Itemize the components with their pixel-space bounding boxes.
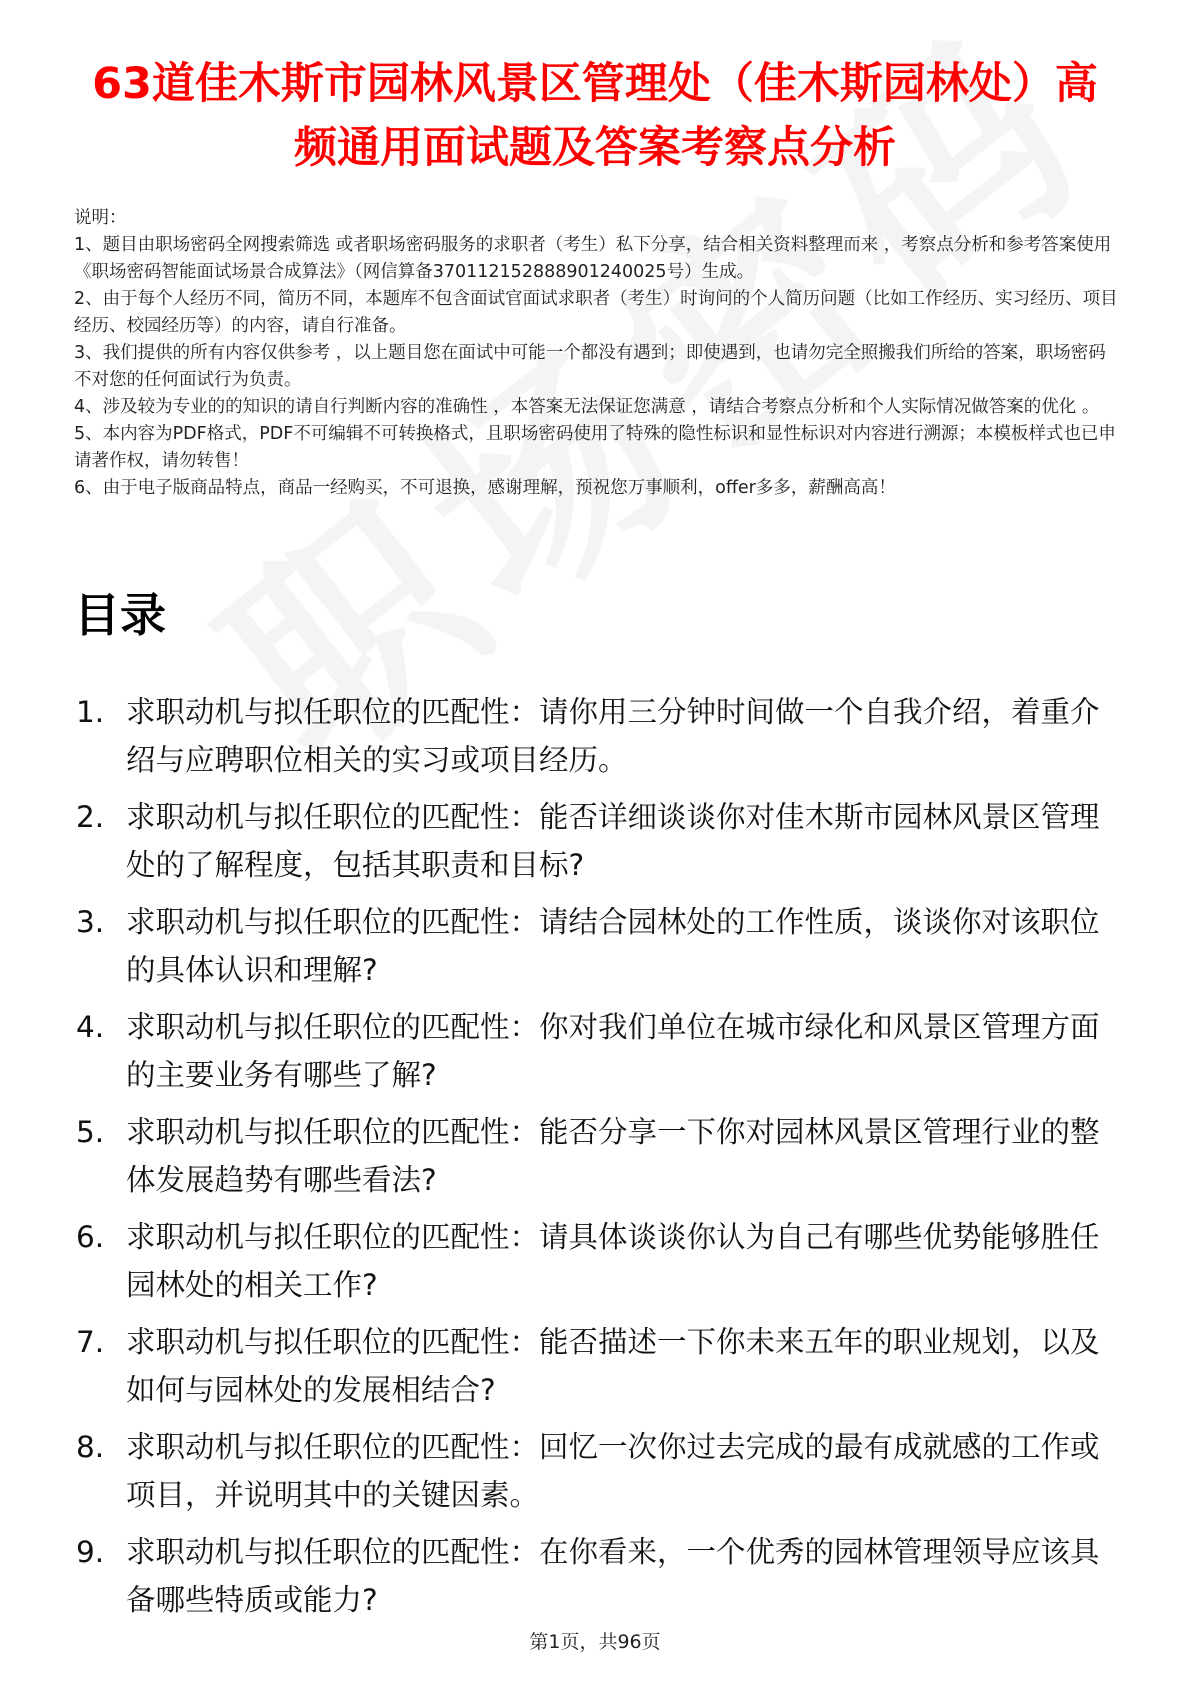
toc-item-number: 1.	[76, 695, 105, 729]
toc-item[interactable]	[74, 1003, 1120, 1099]
toc-item-number: 3.	[76, 905, 105, 939]
note-item: 4、涉及较为专业的的知识的请自行判断内容的准确性 ，本答案无法保证您满意 ，请结合考察点分析和个人实际情况做答案的优化 。	[74, 397, 1100, 417]
toc-item-text: 求职动机与拟任职位的匹配性：请你用三分钟时间做一个自我介绍，着重介绍与应聘职位相关的实习或项目经历。	[126, 695, 1100, 777]
page-footer: 第1页，共96页	[529, 1631, 661, 1653]
toc-item-text: 求职动机与拟任职位的匹配性：回忆一次你过去完成的最有成就感的工作或项目，并说明其中的关键因素。	[126, 1430, 1100, 1512]
toc-item-number: 7.	[76, 1325, 105, 1359]
toc-item-text: 求职动机与拟任职位的匹配性：能否详细谈谈你对佳木斯市园林风景区管理处的了解程度，包括其职责和目标?	[126, 800, 1100, 882]
toc-item[interactable]	[74, 793, 1120, 889]
notes-heading: 说明：	[74, 208, 127, 228]
toc-item-text: 求职动机与拟任职位的匹配性：请具体谈谈你认为自己有哪些优势能够胜任园林处的相关工作?	[126, 1220, 1100, 1302]
toc-item-text: 求职动机与拟任职位的匹配性：能否描述一下你未来五年的职业规划，以及如何与园林处的发展相结合?	[126, 1325, 1100, 1407]
toc-item-number: 2.	[76, 800, 105, 834]
note-item: 5、本内容为PDF格式，PDF不可编辑不可转换格式，且职场密码使用了特殊的隐性标识和显性标识对内容进行溯源；本模板样式也已申请著作权，请勿转售！	[74, 424, 1116, 471]
toc-item[interactable]	[74, 688, 1120, 784]
toc-item-number: 8.	[76, 1430, 105, 1464]
note-item: 6、由于电子版商品特点，商品一经购买，不可退换，感谢理解，预祝您万事顺利，offer多多，薪酬高高！	[74, 478, 896, 498]
toc-item-number: 9.	[76, 1535, 105, 1569]
toc-item-text: 求职动机与拟任职位的匹配性：能否分享一下你对园林风景区管理行业的整体发展趋势有哪些看法?	[126, 1115, 1100, 1197]
toc-item[interactable]	[74, 1528, 1120, 1624]
toc-list	[74, 688, 1120, 1633]
toc-item[interactable]	[74, 898, 1120, 994]
note-item: 1、题目由职场密码全网搜索筛选 或者职场密码服务的求职者（考生）私下分享，结合相关资料整理而来 ，考察点分析和参考答案使用《职场密码智能面试场景合成算法》（网信算备370112152888901240025号）生成。	[74, 235, 1112, 282]
toc-item-text: 求职动机与拟任职位的匹配性：你对我们单位在城市绿化和风景区管理方面的主要业务有哪些了解?	[126, 1010, 1100, 1092]
notes-section	[74, 205, 1120, 502]
page-title: 63道佳木斯市园林风景区管理处（佳木斯园林处）高频通用面试题及答案考察点分析	[92, 59, 1098, 173]
toc-item-text: 求职动机与拟任职位的匹配性：请结合园林处的工作性质，谈谈你对该职位的具体认识和理解?	[126, 905, 1100, 987]
toc-item[interactable]	[74, 1108, 1120, 1204]
toc-item-number: 6.	[76, 1220, 105, 1254]
toc-item-number: 4.	[76, 1010, 105, 1044]
toc-item-number: 5.	[76, 1115, 105, 1149]
toc-heading: 目录	[74, 588, 166, 642]
note-item: 2、由于每个人经历不同，简历不同，本题库不包含面试官面试求职者（考生）时询问的个人简历问题（比如工作经历、实习经历、项目经历、校园经历等）的内容，请自行准备。	[74, 289, 1118, 336]
toc-item[interactable]	[74, 1213, 1120, 1309]
toc-item[interactable]	[74, 1318, 1120, 1414]
note-item: 3、我们提供的所有内容仅供参考 ，以上题目您在面试中可能一个都没有遇到；即使遇到，也请勿完全照搬我们所给的答案，职场密码不对您的任何面试行为负责。	[74, 343, 1106, 390]
toc-item[interactable]	[74, 1423, 1120, 1519]
toc-item-text: 求职动机与拟任职位的匹配性：在你看来，一个优秀的园林管理领导应该具备哪些特质或能力?	[126, 1535, 1100, 1617]
